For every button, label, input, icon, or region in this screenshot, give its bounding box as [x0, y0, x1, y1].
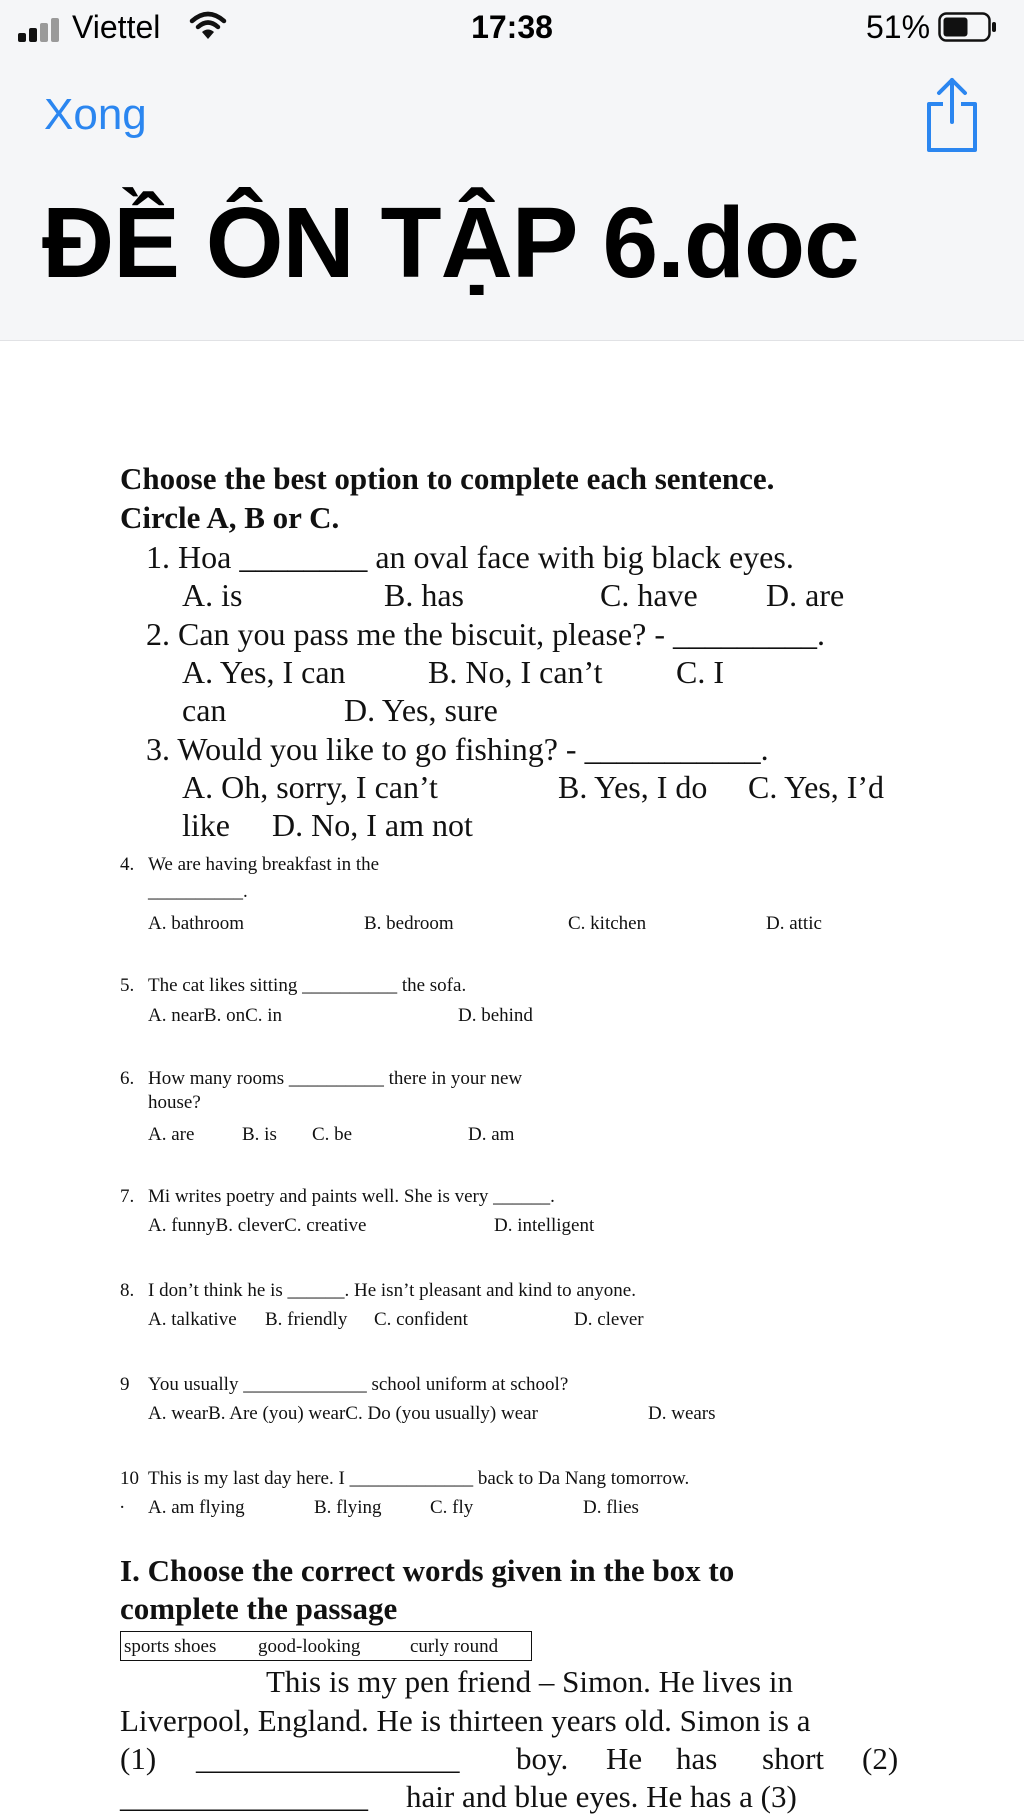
q1-option-a: A. is: [182, 577, 243, 613]
q8-option-d: D. clever: [574, 1309, 644, 1330]
question-4: We are having breakfast in the: [148, 854, 380, 875]
word-box-item: curly round: [410, 1636, 499, 1657]
document-page: [0, 341, 1024, 1820]
q3-option-b: B. Yes, I do: [558, 769, 708, 805]
instruction-heading-line2: Circle A, B or C.: [120, 500, 340, 535]
q10-option-d: D. flies: [583, 1497, 639, 1518]
q9-options-abc: A. wearB. Are (you) wearC. Do (you usually) wear: [148, 1403, 538, 1424]
q2-option-a: A. Yes, I can: [182, 654, 346, 690]
question-7: Mi writes poetry and paints well. She is very ______.: [148, 1186, 555, 1207]
q9-number: 9: [120, 1374, 130, 1395]
q8-option-a: A. talkative: [148, 1309, 237, 1330]
q6-number: 6.: [120, 1068, 135, 1089]
word-box-item: sports shoes: [124, 1636, 217, 1657]
question-10: This is my last day here. I _____________ back to Da Nang tomorrow.: [148, 1468, 690, 1489]
q1-option-b: B. has: [384, 577, 464, 613]
q10-bullet: ·: [119, 1497, 126, 1518]
q3-option-d: D. No, I am not: [272, 807, 473, 843]
q9-option-d: D. wears: [648, 1403, 716, 1424]
passage-line-4: hair and blue eyes. He has a (3): [406, 1779, 797, 1814]
passage-line-3-word: short: [762, 1741, 824, 1776]
document-header: [0, 56, 1024, 341]
q7-options-abc: A. funnyB. cleverC. creative: [148, 1215, 367, 1236]
q4-number: 4.: [120, 854, 135, 875]
q4-option-d: D. attic: [766, 913, 822, 934]
q2-option-b: B. No, I can’t: [428, 654, 603, 690]
q1-option-d: D. are: [766, 577, 845, 613]
q2-option-c-continued: can: [182, 692, 227, 728]
q3-option-c-continued: like: [182, 807, 230, 843]
passage-line-3-num: (1): [120, 1741, 157, 1776]
section-i-heading-line1: I. Choose the correct words given in the box to: [120, 1553, 735, 1588]
document-title: ĐỀ ÔN TẬP 6.doc: [42, 187, 859, 299]
status-bar: [0, 0, 1024, 56]
q3-option-c: C. Yes, I’d: [748, 769, 885, 805]
question-3: 3. Would you like to go fishing? - ___________.: [146, 731, 769, 767]
passage-line-2: Liverpool, England. He is thirteen years old. Simon is a: [120, 1703, 811, 1738]
passage-line-3-word: (2): [862, 1741, 899, 1776]
q6-option-c: C. be: [312, 1124, 353, 1145]
q7-option-d: D. intelligent: [494, 1215, 595, 1236]
passage-blank-2: ________________: [120, 1779, 368, 1814]
question-2: 2. Can you pass me the biscuit, please? - _________.: [146, 616, 825, 652]
carrier-name: Viettel: [72, 9, 161, 45]
q6-option-d: D. am: [468, 1124, 515, 1145]
q1-option-c: C. have: [600, 577, 698, 613]
q8-option-c: C. confident: [374, 1309, 468, 1330]
question-6: How many rooms __________ there in your new: [148, 1068, 523, 1089]
question-6-continued: house?: [148, 1092, 201, 1113]
q4-blank: __________.: [148, 881, 248, 902]
q6-option-b: B. is: [242, 1124, 277, 1145]
instruction-heading-line1: Choose the best option to complete each sentence.: [120, 461, 775, 496]
q10-option-b: B. flying: [314, 1497, 382, 1518]
word-box: [120, 1631, 532, 1661]
question-1: 1. Hoa ________ an oval face with big black eyes.: [146, 539, 794, 575]
passage-line-3-word: He: [606, 1741, 643, 1776]
passage-line-3-word: has: [676, 1741, 718, 1776]
q8-option-b: B. friendly: [265, 1309, 348, 1330]
battery-icon: [938, 12, 998, 42]
q6-option-a: A. are: [148, 1124, 195, 1145]
battery-percent: 51%: [866, 9, 931, 45]
q2-option-c: C. I: [676, 654, 724, 690]
q10-option-a: A. am flying: [148, 1497, 245, 1518]
passage-blank-1: _________________: [196, 1741, 460, 1776]
status-time: 17:38: [471, 9, 553, 45]
q4-option-b: B. bedroom: [364, 913, 454, 934]
q4-option-a: A. bathroom: [148, 913, 245, 934]
q8-number: 8.: [120, 1280, 135, 1301]
question-9: You usually _____________ school uniform at school?: [148, 1374, 569, 1395]
section-i-heading-line2: complete the passage: [120, 1591, 398, 1626]
done-button[interactable]: Xong: [44, 90, 147, 139]
q5-option-d: D. behind: [458, 1005, 533, 1026]
word-box-item: good-looking: [258, 1636, 361, 1657]
q5-options-abc: A. nearB. onC. in: [148, 1005, 283, 1026]
q5-number: 5.: [120, 975, 135, 996]
q2-option-d: D. Yes, sure: [344, 692, 498, 728]
share-icon[interactable]: [924, 76, 980, 154]
q10-number: 10: [120, 1468, 139, 1489]
question-5: The cat likes sitting __________ the sofa.: [148, 975, 467, 996]
passage-line-1: This is my pen friend – Simon. He lives in: [266, 1664, 793, 1699]
q3-option-a: A. Oh, sorry, I can’t: [182, 769, 438, 805]
q7-number: 7.: [120, 1186, 135, 1207]
question-8: I don’t think he is ______. He isn’t pleasant and kind to anyone.: [148, 1280, 636, 1301]
passage-line-3-word: boy.: [516, 1741, 569, 1776]
q4-option-c: C. kitchen: [568, 913, 647, 934]
q10-option-c: C. fly: [430, 1497, 474, 1518]
